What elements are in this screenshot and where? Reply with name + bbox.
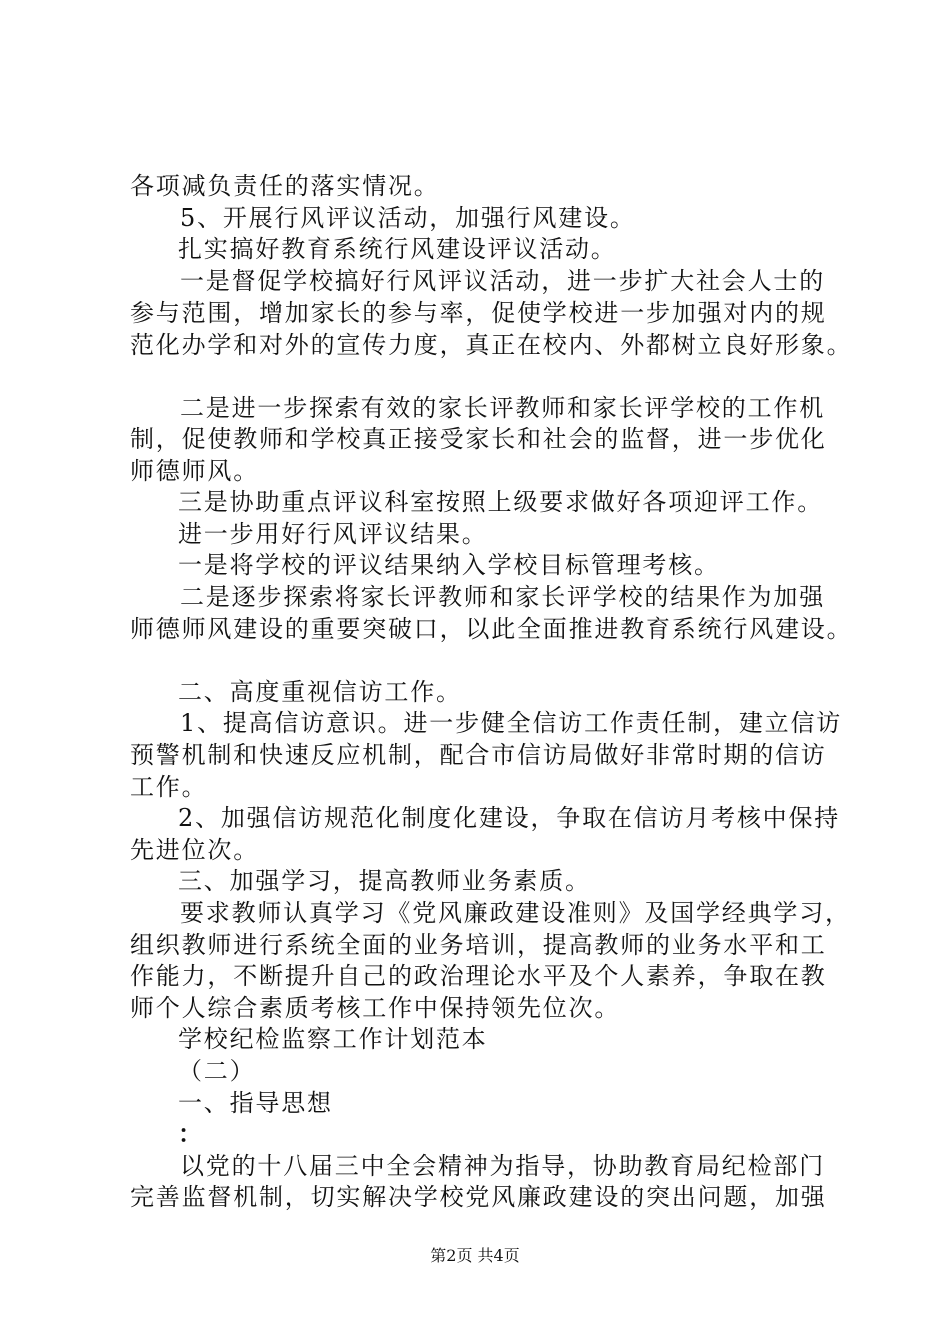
page-footer: 第2页 共4页 [430, 1246, 520, 1265]
text-line: 师德师风。 [130, 457, 259, 485]
text-line: 制，促使教师和学校真正接受家长和社会的监督，进一步优化 [130, 425, 827, 453]
text-line: 作能力，不断提升自己的政治理论水平及个人素养，争取在教 [130, 962, 827, 990]
text-line: 范化办学和对外的宣传力度，真正在校内、外都树立良好形象。 [130, 331, 853, 359]
text-line: 1、提高信访意识。进一步健全信访工作责任制，建立信访 [180, 709, 843, 737]
text-line: 预警机制和快速反应机制，配合市信访局做好非常时期的信访 [130, 741, 827, 769]
text-line: 师个人综合素质考核工作中保持领先位次。 [130, 994, 621, 1022]
text-line: 学校纪检监察工作计划范本 [178, 1025, 488, 1053]
text-line: 二是进一步探索有效的家长评教师和家长评学校的工作机 [180, 394, 825, 422]
text-line: 先进位次。 [130, 836, 259, 864]
text-line: 要求教师认真学习《党风廉政建设准则》及国学经典学习， [180, 899, 851, 927]
text-line: （二） [178, 1057, 256, 1085]
text-line: 以党的十八届三中全会精神为指导，协助教育局纪检部门 [180, 1152, 825, 1180]
text-line: 二、高度重视信访工作。 [178, 678, 462, 706]
text-line: 三、加强学习，提高教师业务素质。 [178, 867, 591, 895]
text-line: 一是将学校的评议结果纳入学校目标管理考核。 [178, 551, 720, 579]
text-line: 二是逐步探索将家长评教师和家长评学校的结果作为加强 [180, 583, 825, 611]
text-line: 参与范围，增加家长的参与率，促使学校进一步加强对内的规 [130, 299, 827, 327]
text-line: 各项减负责任的落实情况。 [130, 172, 440, 200]
text-line: 一是督促学校搞好行风评议活动，进一步扩大社会人士的 [180, 267, 825, 295]
text-line: 三是协助重点评议科室按照上级要求做好各项迎评工作。 [178, 488, 823, 516]
text-line: 2、加强信访规范化制度化建设，争取在信访月考核中保持 [178, 804, 841, 832]
text-line: 扎实搞好教育系统行风建设评议活动。 [178, 235, 617, 263]
text-line: 一、指导思想 [178, 1089, 333, 1117]
text-line: 5、开展行风评议活动，加强行风建设。 [180, 204, 636, 232]
text-line: 师德师风建设的重要突破口，以此全面推进教育系统行风建设。 [130, 615, 853, 643]
text-line: 完善监督机制，切实解决学校党风廉政建设的突出问题，加强 [130, 1183, 827, 1211]
text-line: 工作。 [130, 773, 208, 801]
text-line: ： [178, 1119, 204, 1148]
text-line: 进一步用好行风评议结果。 [178, 520, 488, 548]
text-line: 组织教师进行系统全面的业务培训，提高教师的业务水平和工 [130, 931, 827, 959]
